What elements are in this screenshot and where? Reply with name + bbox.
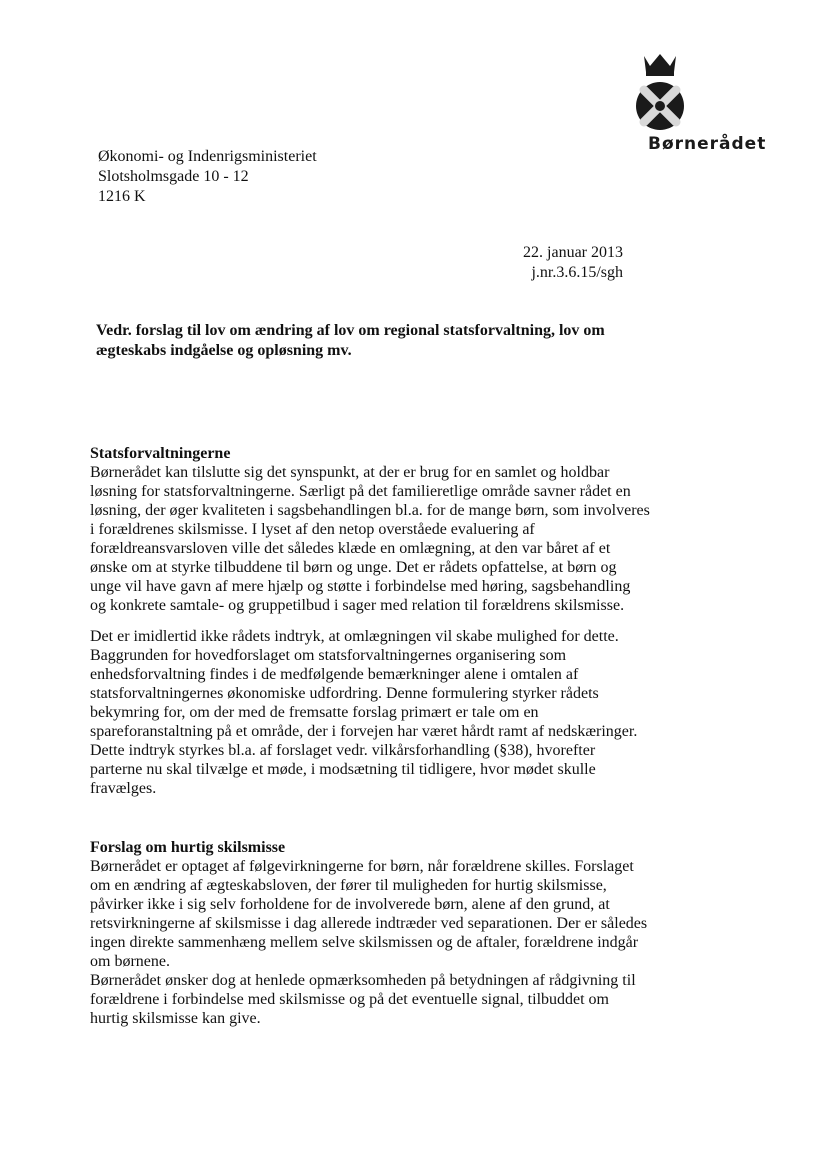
recipient-name: Økonomi- og Indenrigsministeriet xyxy=(98,148,317,165)
letterhead-logo xyxy=(612,50,782,160)
paragraph: Det er imidlertid ikke rådets indtryk, at omlægningen vil skabe mulighed for dette. Baggrunden for hovedforslaget om statsforvaltningernes organisering som enhedsforvaltning findes i de medfølgende bemærkninger alene i omtalen af statsforvaltningernes økonomiske udfordring. Denne formulering styrker rådets bekymring for, om der med de fremsatte forslag primært er tale om en spareforanstaltning på et område, der i forvejen har været hårdt ramt af nedskæringer. xyxy=(90,628,638,740)
crown-crest-icon xyxy=(620,50,700,130)
section-heading: Statsforvaltningerne xyxy=(90,445,231,462)
reference-number: j.nr.3.6.15/sgh xyxy=(531,264,623,281)
letter-meta xyxy=(523,243,623,283)
section-statsforvaltningerne xyxy=(90,444,650,615)
subject-line: Vedr. forslag til lov om ændring af lov om regional statsforvaltning, lov om ægteskabs indgåelse og opløsning mv. xyxy=(96,322,605,359)
paragraph: Børnerådet kan tilslutte sig det synspunkt, at der er brug for en samlet og holdbar løsning for statsforvaltningerne. Særligt på det familieretlige område savner rådet en løsning, der øger kvaliteten i sagsbehandlingen bl.a. for de mange børn, som involveres i forældrenes skilsmisse. I lyset af den netop overståede evaluering af forældreansvarsloven ville det således klæde en omlægning, at den var båret af et ønske om at styrke tilbuddene til børn og unge. Det er rådets opfattelse, at børn og unge vil have gavn af mere hjælp og støtte i forbindelse med høring, sagsbehandling og konkrete samtale- og gruppetilbud i sager med relation til forældrens skilsmisse. xyxy=(90,464,650,614)
section-hurtig-skilsmisse xyxy=(90,838,650,1028)
section-heading: Forslag om hurtig skilsmisse xyxy=(90,839,286,856)
letter-date: 22. januar 2013 xyxy=(523,244,623,261)
recipient-street: Slotsholmsgade 10 - 12 xyxy=(98,168,249,185)
recipient-postcode: 1216 K xyxy=(98,188,146,205)
logo-wordmark: Børnerådet xyxy=(648,134,767,154)
section-omlaegning xyxy=(90,627,650,798)
recipient-address xyxy=(98,147,317,207)
paragraph: Børnerådet ønsker dog at henlede opmærksomheden på betydningen af rådgivning til forældrene i forbindelse med skilsmisse og på det eventuelle signal, tilbuddet om hurtig skilsmisse kan give. xyxy=(90,972,636,1027)
paragraph: Børnerådet er optaget af følgevirkningerne for børn, når forældrene skilles. Forslaget om en ændring af ægteskabsloven, der fører til muligheden for hurtig skilsmisse, påvirker ikke i sig selv forholdene for de involverede børn, alene af den grund, at retsvirkningerne af skilsmisse i dag allerede indtræder ved separationen. Der er således ingen direkte sammenhæng mellem selve skilsmissen og de aftaler, forældrene indgår om børnene. xyxy=(90,858,648,970)
paragraph: Dette indtryk styrkes bl.a. af forslaget vedr. vilkårsforhandling (§38), hvorefter parterne nu skal tilvælge et møde, i modsætning til tidligere, hvor mødet skulle fravælges. xyxy=(90,742,596,797)
